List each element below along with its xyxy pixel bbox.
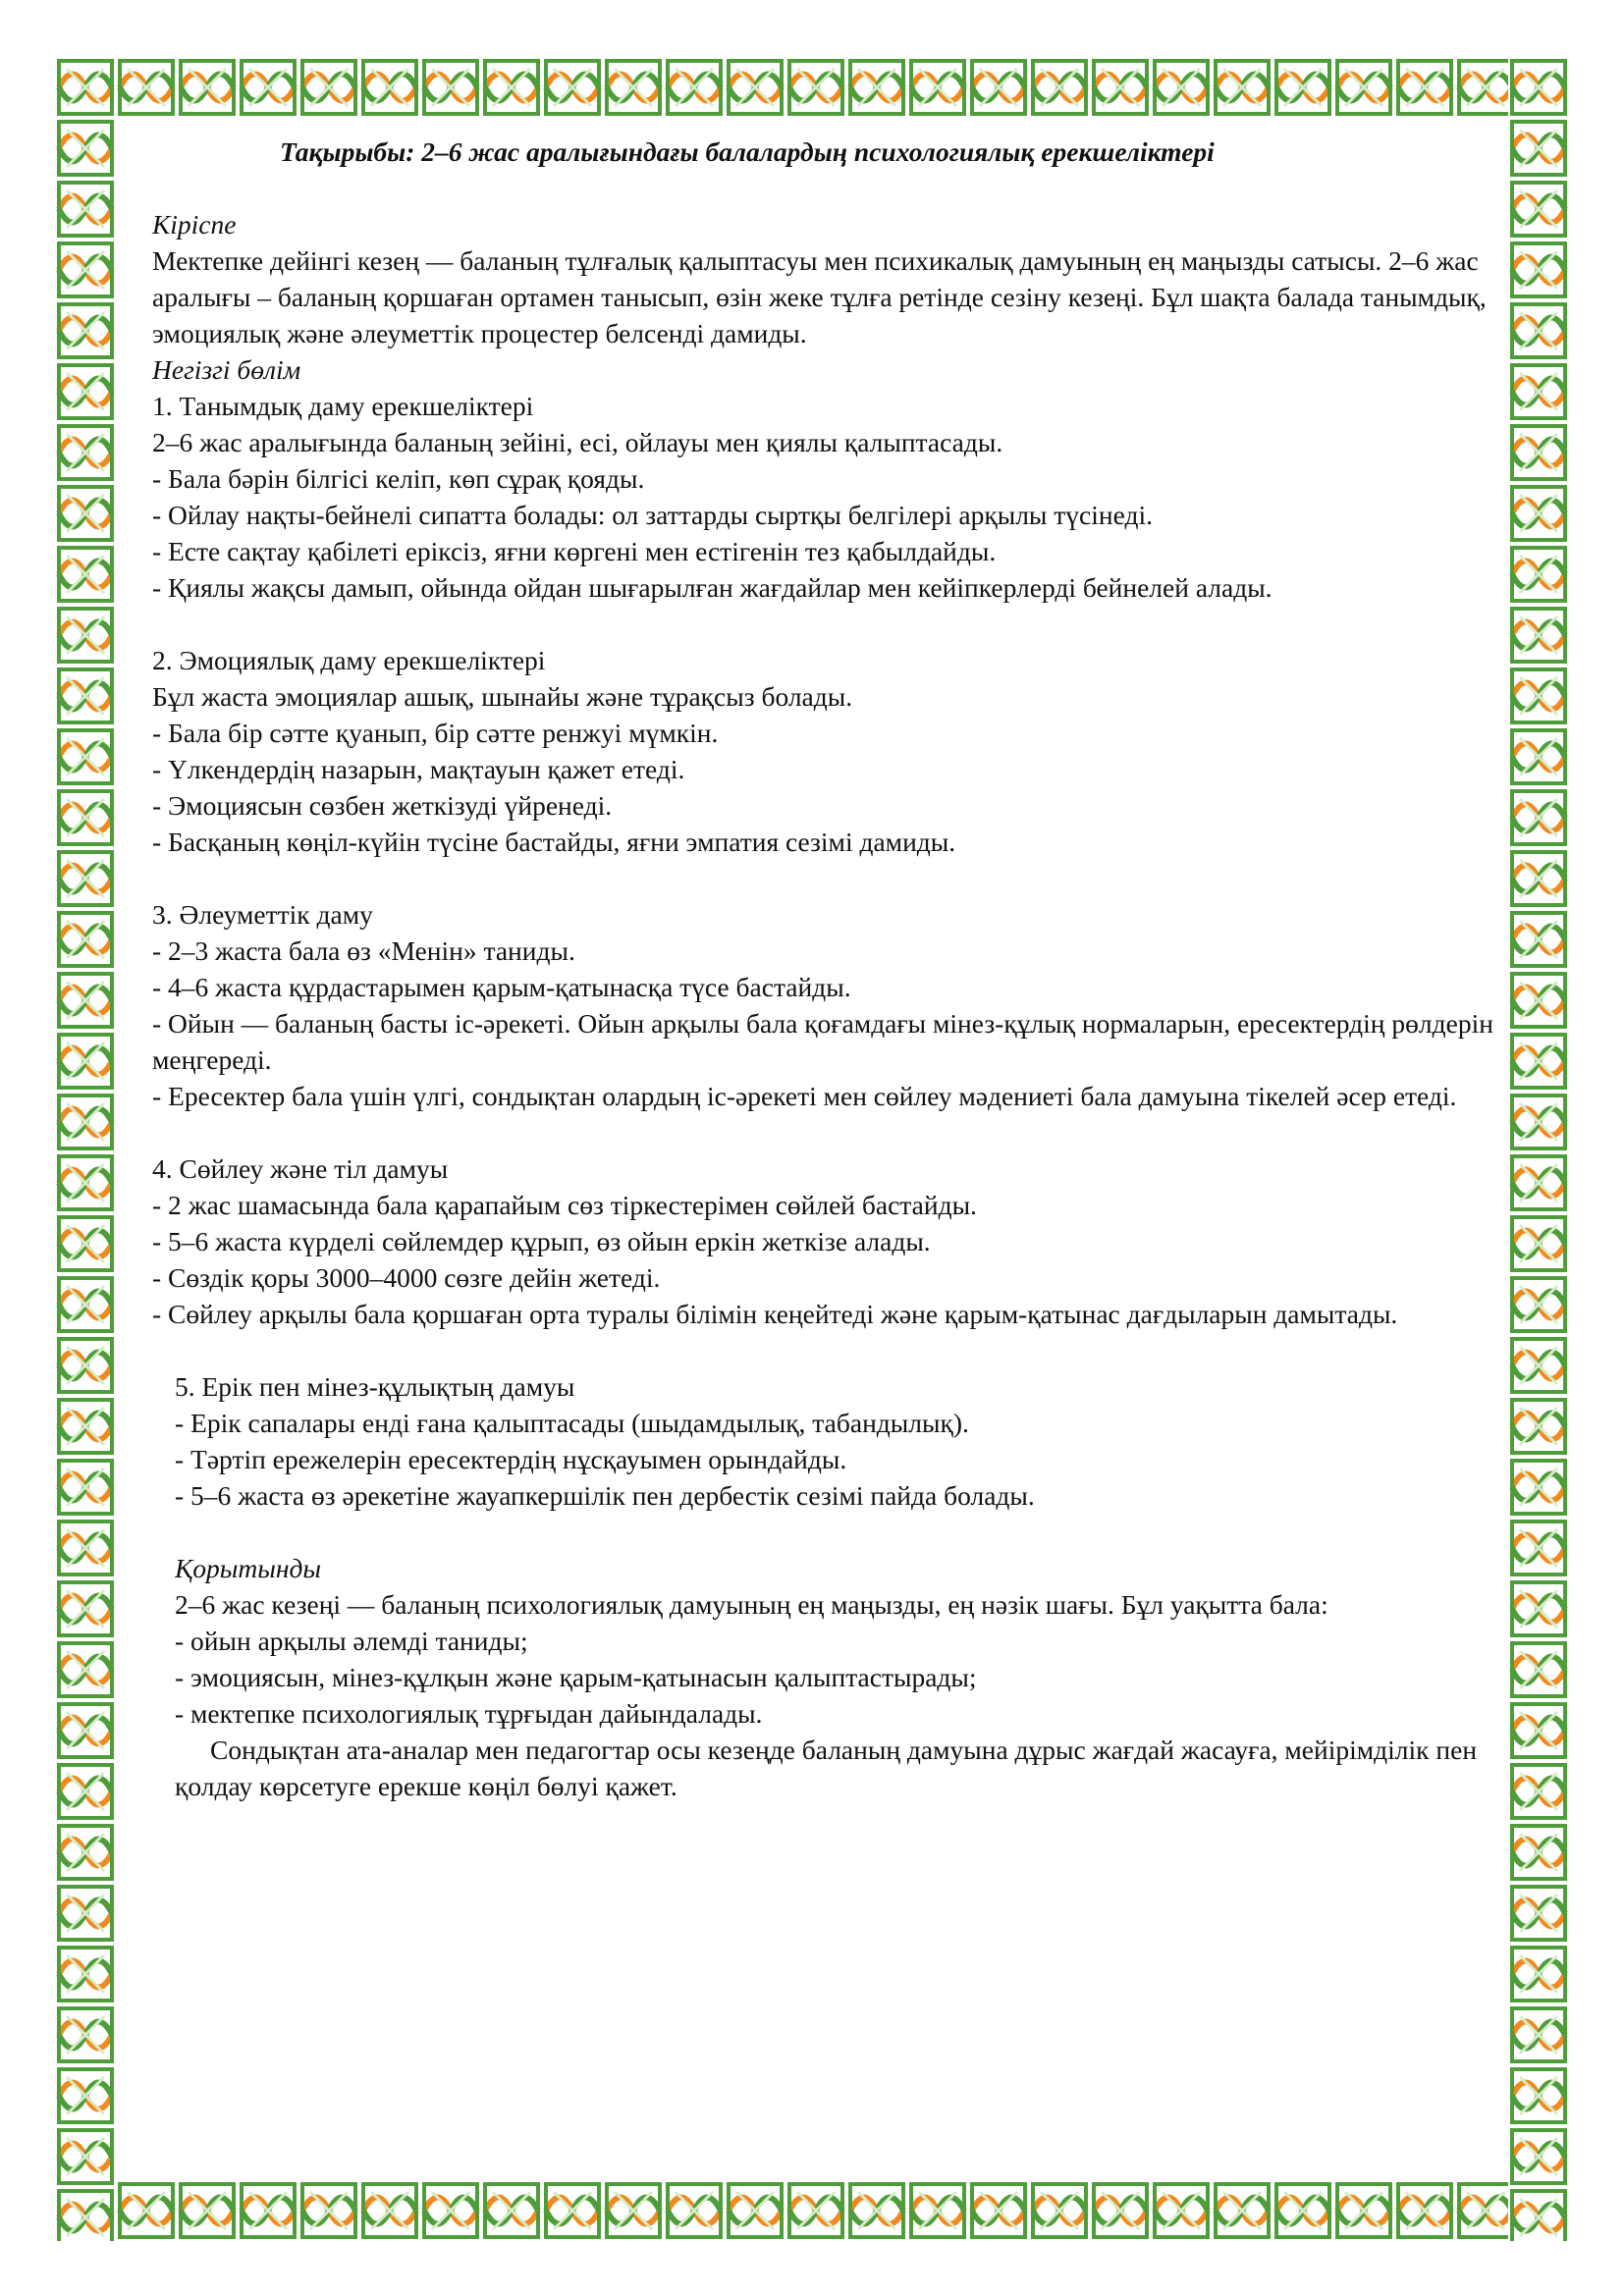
conclusion-line: - эмоциясын, мінез-құлқын және қарым-қатынасын қалыптастырады; [175,1662,977,1692]
intro-text: Мектепке дейінгі кезең — баланың тұлғалық қалыптасуы мен психикалық дамуының ең маңызды сатысы. 2–6 жас аралығы – баланың қоршаған ортамен танысып, өзін жеке тұлға ретінде сезіну кезеңі. Бұл шақта балада танымдық, эмоциялық және әлеуметтік процестер белсенді дамиды. [152,245,1487,348]
section-line: 2–6 жас аралығында баланың зейіні, есі, ойлауы мен қиялы қалыптасады. [152,427,1003,457]
section-line: - 4–6 жаста құрдастарымен қарым-қатынасқа түсе бастайды. [152,972,851,1002]
section-will [152,1368,1527,1514]
conclusion-line: - ойын арқылы әлемді таниды; [175,1626,528,1656]
section-line: - Сөздік қоры 3000–4000 сөзге дейін жетеді. [152,1262,661,1293]
section-line: - 5–6 жаста өз әрекетіне жауапкершілік пен дербестік сезімі пайда болады. [175,1480,1035,1511]
section-line: - 2–3 жаста бала өз «Менін» таниды. [152,935,575,966]
conclusion-intro: 2–6 жас кезеңі — баланың психологиялық дамуының ең маңызды, ең нәзік шағы. Бұл уақытта бала: [175,1589,1328,1620]
section-line: - Қиялы жақсы дамып, ойында ойдан шығарылған жағдайлар мен кейіпкерлерді бейнелей алады. [152,572,1272,603]
section-heading: 3. Әлеуметтік даму [152,899,373,930]
section-line: - Ойлау нақты-бейнелі сипатта болады: ол заттарды сыртқы белгілері арқылы түсінеді. [152,500,1153,530]
border-bottom [55,2180,1569,2241]
section-line: - Ерік сапалары енді ғана қалыптасады (шыдамдылық, табандылық). [175,1408,969,1438]
section-line: - Сөйлеу арқылы бала қоршаған орта туралы білімін кеңейтеді және қарым-қатынас дағдыларын дамытады. [152,1299,1398,1329]
section-line: - Үлкендердің назарын, мақтауын қажет етеді. [152,754,685,784]
section-heading: 2. Эмоциялық даму ерекшеліктері [152,645,546,675]
conclusion-line: - мектепке психологиялық тұрғыдан дайындалады. [175,1698,763,1729]
section-line: - Басқаның көңіл-күйін түсіне бастайды, яғни эмпатия сезімі дамиды. [152,827,956,857]
section-heading: 4. Сөйлеу және тіл дамуы [152,1153,449,1184]
border-top [55,57,1569,118]
intro-heading: Кіріспе [152,209,237,240]
document-title: Тақырыбы: 2–6 жас аралығындағы балалардың психологиялық ерекшеліктері [280,136,1215,167]
main-heading: Негізгі бөлім [152,354,301,385]
section-line: Бұл жаста эмоциялар ашық, шынайы және тұрақсыз болады. [152,681,853,712]
section-line: - Эмоциясын сөзбен жеткізуді үйренеді. [152,790,613,821]
section-emotional [152,642,1527,860]
section-cognitive [152,388,1527,606]
section-social [152,896,1527,1114]
section-conclusion [152,1550,1527,1804]
section-heading: 1. Танымдық даму ерекшеліктері [152,391,534,421]
conclusion-final: Сондықтан ата-аналар мен педагогтар осы кезеңде баланың дамуына дұрыс жағдай жасауға, мейірімділік пен қолдау көрсетуге ерекше көңіл бөлуі қажет. [175,1735,1478,1801]
section-line: - Ересектер бала үшін үлгі, сондықтан олардың іс-әрекеті мен сөйлеу мәдениеті бала дамуына тікелей әсер етеді. [152,1081,1457,1111]
section-line: - Бала бәрін білгісі келіп, көп сұрақ қояды. [152,463,645,494]
section-line: - Бала бір сәтте қуанып, бір сәтте ренжуі мүмкін. [152,718,719,748]
section-line: - Есте сақтау қабілеті еріксіз, яғни көргені мен естігенін тез қабылдайды. [152,536,997,566]
section-line: - Ойын — баланың басты іс-әрекеті. Ойын арқылы бала қоғамдағы мінез-құлық нормаларын, ересектердің рөлдерін меңгереді. [152,1008,1493,1075]
section-heading: 5. Ерік пен мінез-құлықтың дамуы [175,1371,575,1402]
section-line: - 5–6 жаста күрделі сөйлемдер құрып, өз ойын еркін жеткізе алады. [152,1226,931,1256]
document-body [152,133,1527,1804]
section-line: - 2 жас шамасында бала қарапайым сөз тіркестерімен сөйлей бастайды. [152,1190,977,1220]
section-speech [152,1150,1527,1332]
section-line: - Тәртіп ережелерін ересектердің нұсқауымен орындайды. [175,1444,847,1474]
border-left [55,57,116,2241]
conclusion-heading: Қорытынды [175,1553,322,1583]
